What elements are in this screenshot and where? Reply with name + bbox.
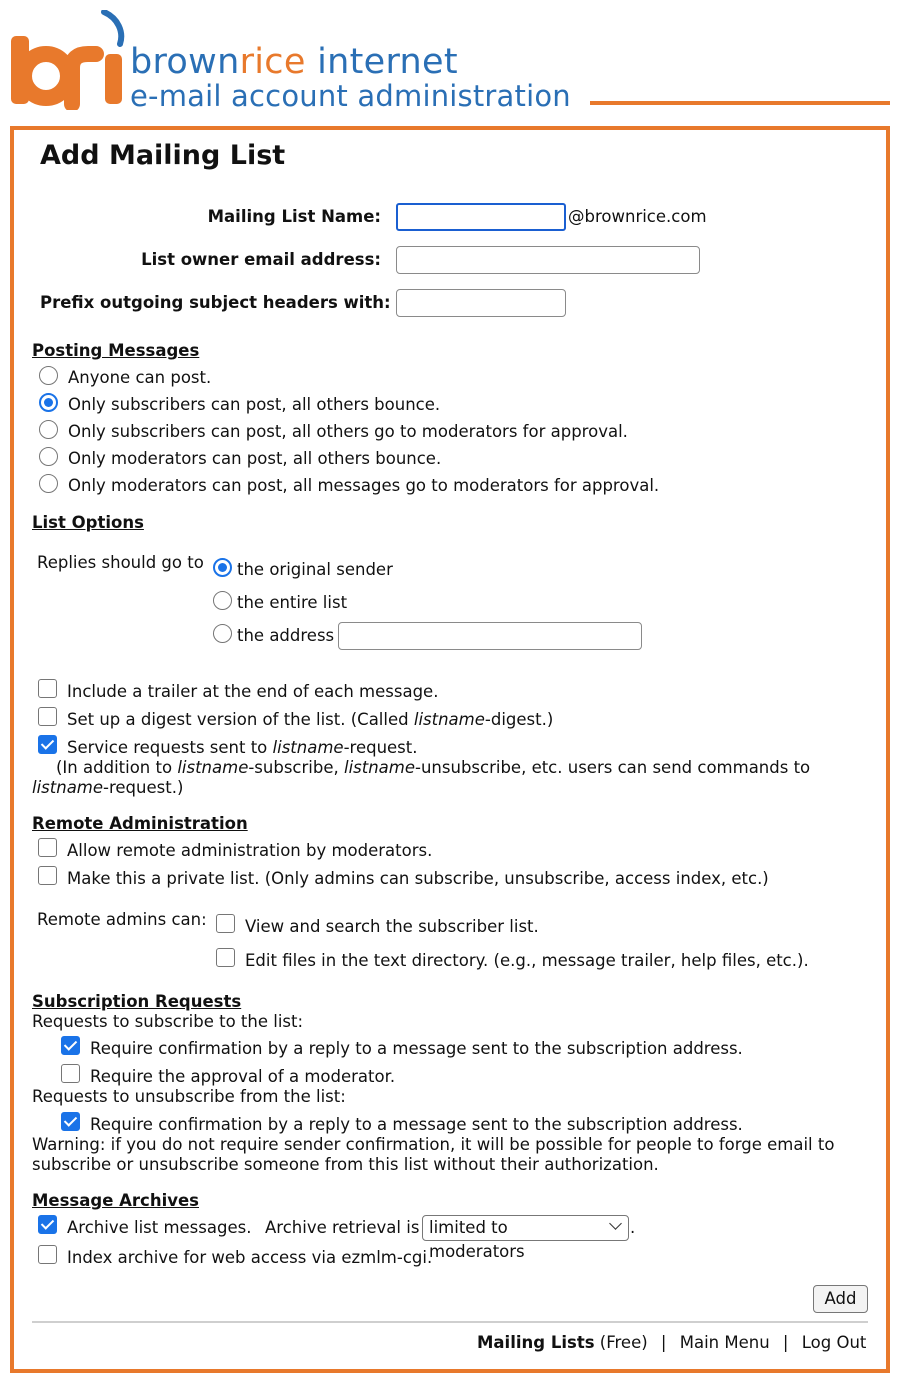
warning-line2: subscribe or unsubscribe someone from this list without their authorization. bbox=[32, 1155, 659, 1174]
allow-remote-label: Allow remote administration by moderators. bbox=[67, 841, 433, 860]
posting-radio-moderators-bounce[interactable] bbox=[39, 447, 58, 466]
allow-remote-checkbox[interactable] bbox=[38, 838, 57, 857]
index-archive-checkbox[interactable] bbox=[38, 1245, 57, 1264]
owner-email-input[interactable] bbox=[396, 246, 700, 274]
edit-files-label: Edit files in the text directory. (e.g., message trailer, help files, etc.). bbox=[245, 951, 809, 970]
reply-option-label: the original sender bbox=[237, 560, 393, 579]
list-options-heading: List Options bbox=[32, 513, 144, 532]
digest-checkbox[interactable] bbox=[38, 707, 57, 726]
posting-radio-anyone[interactable] bbox=[39, 366, 58, 385]
replies-label: Replies should go to bbox=[37, 553, 204, 572]
service-note-line1: (In addition to listname-subscribe, listname-unsubscribe, etc. users can send commands to bbox=[56, 758, 811, 777]
page-title: Add Mailing List bbox=[40, 140, 286, 171]
private-list-checkbox[interactable] bbox=[38, 866, 57, 885]
subscribe-requests-label: Requests to subscribe to the list: bbox=[32, 1012, 304, 1031]
archive-messages-label: Archive list messages. bbox=[67, 1218, 252, 1237]
footer-separator: | bbox=[660, 1333, 667, 1352]
unsubscribe-confirm-label: Require confirmation by a reply to a message sent to the subscription address. bbox=[90, 1115, 743, 1134]
posting-option-label: Only subscribers can post, all others bounce. bbox=[68, 395, 441, 414]
subscribe-confirm-checkbox[interactable] bbox=[61, 1036, 80, 1055]
list-name-input[interactable] bbox=[396, 203, 566, 231]
mailing-lists-link[interactable]: Mailing Lists bbox=[477, 1333, 595, 1352]
free-label: (Free) bbox=[594, 1333, 648, 1352]
unsubscribe-confirm-checkbox[interactable] bbox=[61, 1112, 80, 1131]
posting-radio-moderators-all[interactable] bbox=[39, 474, 58, 493]
reply-radio-address[interactable] bbox=[213, 624, 232, 643]
reply-radio-sender[interactable] bbox=[213, 558, 232, 577]
log-out-link[interactable]: Log Out bbox=[801, 1333, 867, 1352]
list-name-label: Mailing List Name: bbox=[207, 207, 381, 226]
subscribe-approval-label: Require the approval of a moderator. bbox=[90, 1067, 396, 1086]
brand-subtitle: e-mail account administration bbox=[130, 79, 571, 113]
service-requests-checkbox[interactable] bbox=[38, 735, 57, 754]
brownrice-logo bbox=[8, 10, 126, 110]
chevron-down-icon bbox=[609, 1217, 622, 1230]
footer-nav bbox=[477, 1333, 866, 1353]
prefix-label: Prefix outgoing subject headers with: bbox=[40, 293, 391, 312]
trailer-label: Include a trailer at the end of each message. bbox=[67, 682, 439, 701]
unsubscribe-requests-label: Requests to unsubscribe from the list: bbox=[32, 1087, 346, 1106]
prefix-input[interactable] bbox=[396, 289, 566, 317]
posting-heading: Posting Messages bbox=[32, 341, 200, 360]
brand-name: brownrice internet bbox=[130, 42, 458, 82]
reply-option-label: the entire list bbox=[237, 593, 348, 612]
header-divider bbox=[590, 101, 890, 105]
add-button[interactable]: Add bbox=[813, 1285, 868, 1313]
footer-separator: | bbox=[782, 1333, 789, 1352]
view-subscribers-label: View and search the subscriber list. bbox=[245, 917, 539, 936]
subscription-heading: Subscription Requests bbox=[32, 992, 242, 1011]
reply-option-label: the address bbox=[237, 626, 335, 645]
digest-label: Set up a digest version of the list. (Called listname-digest.) bbox=[67, 710, 554, 729]
archive-retrieval-select[interactable] bbox=[422, 1215, 629, 1261]
remote-admins-can-label: Remote admins can: bbox=[37, 910, 207, 929]
view-subscribers-checkbox[interactable] bbox=[216, 914, 235, 933]
posting-option-label: Only moderators can post, all messages go to moderators for approval. bbox=[68, 476, 660, 495]
archive-retrieval-label: Archive retrieval is bbox=[265, 1218, 420, 1237]
archive-retrieval-value: limited to moderators bbox=[429, 1218, 525, 1261]
reply-radio-list[interactable] bbox=[213, 591, 232, 610]
posting-radio-subscribers-bounce[interactable] bbox=[39, 393, 58, 412]
domain-suffix: @brownrice.com bbox=[568, 207, 707, 226]
warning-line1: Warning: if you do not require sender confirmation, it will be possible for people to forge email to bbox=[32, 1135, 835, 1154]
owner-label: List owner email address: bbox=[141, 250, 381, 269]
remote-admin-heading: Remote Administration bbox=[32, 814, 248, 833]
index-archive-label: Index archive for web access via ezmlm-cgi. bbox=[67, 1248, 433, 1267]
archive-retrieval-period: . bbox=[630, 1218, 636, 1237]
archives-heading: Message Archives bbox=[32, 1191, 199, 1210]
edit-files-checkbox[interactable] bbox=[216, 948, 235, 967]
trailer-checkbox[interactable] bbox=[38, 679, 57, 698]
posting-option-label: Anyone can post. bbox=[68, 368, 212, 387]
posting-option-label: Only moderators can post, all others bounce. bbox=[68, 449, 442, 468]
service-note-line2: listname-request.) bbox=[32, 778, 184, 797]
archive-messages-checkbox[interactable] bbox=[38, 1215, 57, 1234]
subscribe-approval-checkbox[interactable] bbox=[61, 1064, 80, 1083]
private-list-label: Make this a private list. (Only admins can subscribe, unsubscribe, access index, etc.) bbox=[67, 869, 769, 888]
service-requests-label: Service requests sent to listname-request. bbox=[67, 738, 418, 757]
footer-divider bbox=[32, 1321, 868, 1323]
subscribe-confirm-label: Require confirmation by a reply to a message sent to the subscription address. bbox=[90, 1039, 743, 1058]
posting-option-label: Only subscribers can post, all others go to moderators for approval. bbox=[68, 422, 628, 441]
reply-address-input[interactable] bbox=[338, 622, 642, 650]
posting-radio-subscribers-moderate[interactable] bbox=[39, 420, 58, 439]
main-menu-link[interactable]: Main Menu bbox=[679, 1333, 770, 1352]
